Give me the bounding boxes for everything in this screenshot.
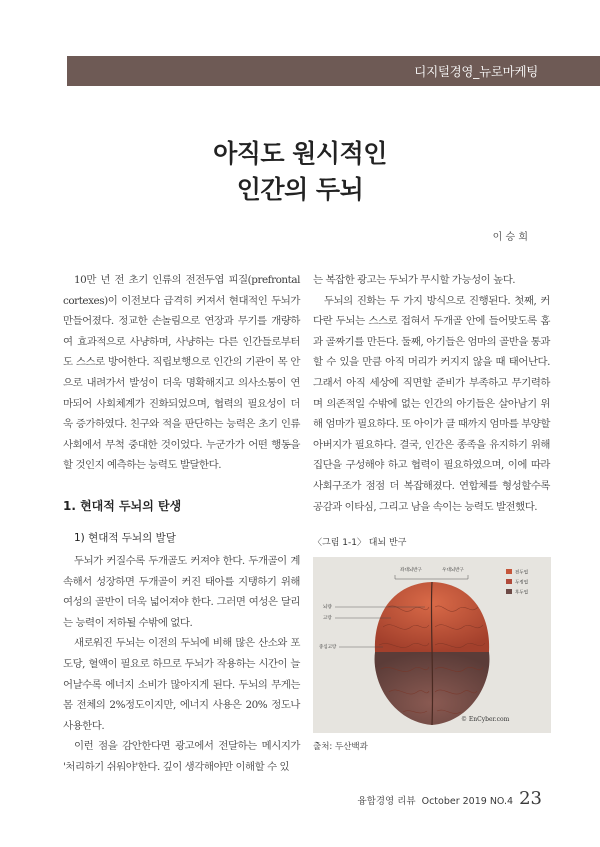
paragraph: 는 복잡한 광고는 두뇌가 무시할 가능성이 높다. (313, 274, 516, 286)
paragraph: 두뇌의 진화는 두 가지 방식으로 진행된다. 첫째, 커다란 두뇌는 스스로 접혀서 두개골 안에 들어맞도록 홈과 골짜기를 만든다. 둘째, 아기들은 엄마의 골반을 통과할 수 있을 만큼 아직 머리가 커지지 않을 때 태어난다. 그래서 아직 세상에 직면할 준비가 부족하고 무기력하며 의존적일 수밖에 없는 인간의 아기들은 살아남기 위해 엄마가 필요하다. 또 아이가 클 때까지 엄마를 부양할 아버지가 필요하다. 결국, 인간은 종족을 유지하기 위해 집단을 구성해야 하고 협력이 필요하였으며, 이에 따라 사회구조가 점점 더 복잡해졌다. 연합체를 형성할수록 공감과 이타심, 그리고 남을 속이는 능력도 발전했다. (313, 294, 550, 513)
brain-figure (313, 557, 551, 733)
legend-swatch-frontal (506, 569, 512, 574)
label-left-hemisphere: 좌대뇌반구 (400, 568, 422, 573)
figure-caption: 〈그림 1-1〉 대뇌 반구 (313, 538, 407, 548)
hemisphere-bracket (395, 575, 468, 579)
title-line-2: 인간의 두뇌 (236, 175, 364, 204)
paragraph: 새로워진 두뇌는 이전의 두뇌에 비해 많은 산소와 포도당, 혈액이 필요로 하므로 두뇌가 작용하는 시간이 늘어날수록 에너지 소비가 많아지게 된다. 두뇌의 무게는 몸 전체의 2%정도이지만, 에너지 사용은 20% 정도나 사용한다. (63, 637, 300, 732)
section-band (67, 56, 600, 86)
figure-legend (506, 569, 528, 596)
author: 이 승 희 (492, 232, 528, 243)
magazine-name: 융합경영 리뷰 (357, 796, 416, 807)
paragraph: 10만 년 전 초기 인류의 전전두엽 피질(prefrontal cortexes)이 이전보다 급격히 커져서 현대적인 두뇌가 만들어졌다. 정교한 손놀림으로 연장과 무기를 개량하여 효과적으로 사냥하며, 사냥하는 다른 인간들로부터도 스스로 방어한다. 직립보행으로 인간의 기관이 목 안으로 내려가서 발성이 더욱 명확해지고 의사소통이 연마되어 사회체계가 진화되었으며, 협력의 필요성이 더욱 증가하였다. 친구와 적을 판단하는 능력은 초기 인류 사회에서 무척 중대한 것이었다. 누군가가 어떤 행동을 할 것인지 예측하는 능력도 발달한다. (63, 274, 300, 472)
article-title (0, 136, 600, 208)
label-right-hemisphere: 우대뇌반구 (442, 568, 464, 573)
legend-label-parietal: 두정엽 (515, 580, 529, 586)
page-footer (358, 788, 543, 809)
section-heading: 1. 현대적 두뇌의 탄생 (63, 499, 182, 513)
section-label: 디지털경영_뉴로마케팅 (414, 64, 538, 79)
legend-label-occipital: 후두엽 (515, 590, 529, 596)
brain-illustration (313, 557, 551, 733)
legend-swatch-parietal (506, 579, 512, 584)
legend-swatch-occipital (506, 589, 512, 594)
right-column (313, 270, 550, 517)
page-number: 23 (519, 788, 542, 809)
paragraph: 두뇌가 커질수록 두개골도 커져야 한다. 두개골이 계속해서 성장하면 두개골이 커진 태아를 지탱하기 위해 여성의 골반이 더욱 넓어져야 한다. 그러면 여성은 달리는 능력이 저하될 수밖에 없다. (63, 555, 300, 629)
callout-central-sulcus: 중심고랑 (319, 645, 337, 650)
callout-corpus: 뇌량 (323, 605, 332, 610)
figure-source: 출처: 두산백과 (313, 742, 368, 752)
legend-label-frontal: 전두엽 (515, 570, 529, 576)
left-column-body (63, 551, 300, 778)
title-line-1: 아직도 원시적인 (213, 139, 387, 168)
figure-watermark: © EnCyber.com (461, 716, 510, 723)
left-column-intro (63, 270, 300, 476)
callout-sulcus: 고랑 (323, 616, 332, 621)
issue-date: October 2019 NO.4 (421, 796, 514, 807)
paragraph: 이런 점을 감안한다면 광고에서 전달하는 메시지가 '처리하기 쉬워야'한다. 깊이 생각해야만 이해할 수 있 (63, 740, 300, 773)
subsection-heading: 1) 현대적 두뇌의 발달 (74, 532, 176, 544)
